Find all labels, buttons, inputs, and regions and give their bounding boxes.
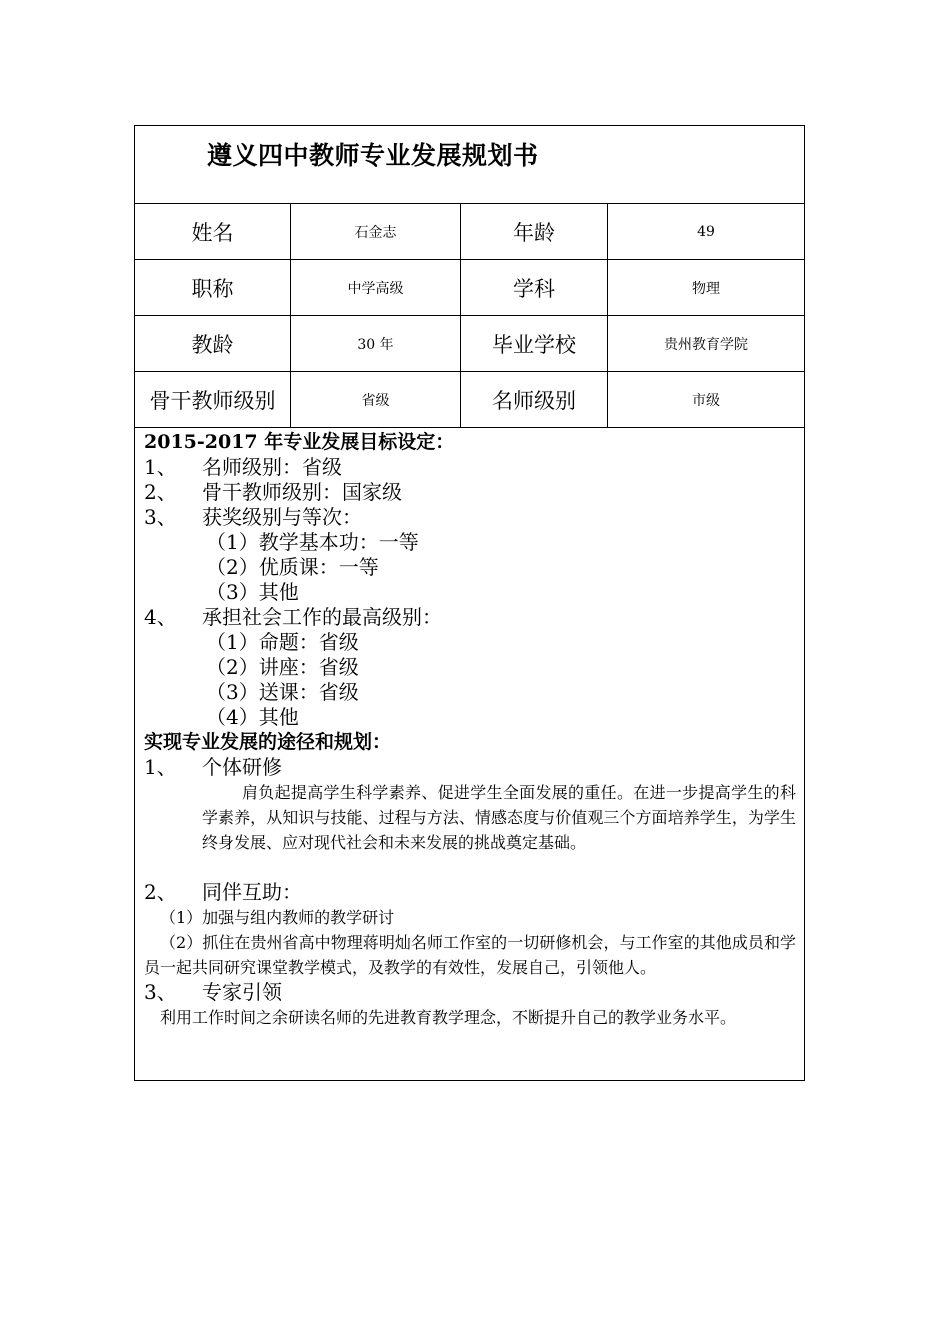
subject-value: 物理 bbox=[692, 280, 720, 297]
section-text: （1）加强与组内教师的教学研讨 bbox=[160, 908, 395, 927]
plan-body bbox=[135, 428, 804, 1080]
list-item: （2）优质课：一等 bbox=[206, 555, 379, 579]
school-label: 毕业学校 bbox=[492, 332, 576, 357]
list-item: 2、 骨干教师级别：国家级 bbox=[144, 480, 402, 504]
school-value: 贵州教育学院 bbox=[664, 336, 748, 353]
age-label: 年龄 bbox=[513, 220, 555, 245]
age-value: 49 bbox=[697, 223, 715, 240]
list-item: 4、 承担社会工作的最高级别： bbox=[144, 605, 442, 629]
list-item: （3）其他 bbox=[206, 580, 299, 604]
page-title: 遵义四中教师专业发展规划书 bbox=[207, 141, 539, 170]
section-title: 3、 专家引领 bbox=[144, 980, 282, 1004]
title-row bbox=[135, 126, 804, 204]
name-value: 石金志 bbox=[354, 224, 397, 241]
section-title: 1、 个体研修 bbox=[144, 755, 282, 779]
title-rank-label: 职称 bbox=[191, 276, 234, 301]
title-rank-value: 中学高级 bbox=[347, 280, 404, 297]
subject-label: 学科 bbox=[513, 276, 555, 301]
list-item: （2）讲座：省级 bbox=[206, 655, 359, 679]
name-label: 姓名 bbox=[191, 220, 234, 245]
goals-heading: 2015-2017 年专业发展目标设定： bbox=[144, 431, 455, 453]
info-row bbox=[135, 372, 804, 428]
backbone-level-label: 骨干教师级别 bbox=[149, 388, 276, 413]
list-item: （1）命题：省级 bbox=[206, 630, 359, 654]
list-item: （3）送课：省级 bbox=[206, 680, 359, 704]
section-text: 利用工作时间之余研读名师的先进教育教学理念，不断提升自己的教学业务水平。 bbox=[160, 1008, 737, 1027]
list-item: 1、 名师级别：省级 bbox=[144, 455, 342, 479]
info-row bbox=[135, 204, 804, 260]
section-title: 2、 同伴互助： bbox=[144, 880, 302, 904]
list-item: （1）教学基本功：一等 bbox=[206, 530, 419, 554]
section-text: （2）抓住在贵州省高中物理蒋明灿名师工作室的一切研修机会，与工作室的其他成员和学员一起共同研究课堂教学模式，及教学的有效性，发展自己，引领他人。 bbox=[144, 933, 796, 977]
info-row bbox=[135, 316, 804, 372]
section-text: 肩负起提高学生科学素养、促进学生全面发展的重任。在进一步提高学生的科学素养，从知识与技能、过程与方法、情感态度与价值观三个方面培养学生，为学生终身发展、应对现代社会和未来发展的挑战奠定基础。 bbox=[202, 783, 796, 852]
plan-form bbox=[134, 125, 805, 1081]
famous-teacher-label: 名师级别 bbox=[492, 388, 576, 413]
teaching-years-label: 教龄 bbox=[191, 332, 234, 357]
backbone-level-value: 省级 bbox=[361, 392, 390, 409]
list-item: 3、 获奖级别与等次： bbox=[144, 505, 362, 529]
teaching-years-value: 30 年 bbox=[357, 336, 394, 353]
list-item: （4）其他 bbox=[206, 705, 299, 729]
famous-teacher-value: 市级 bbox=[692, 392, 720, 409]
plan-heading: 实现专业发展的途径和规划： bbox=[144, 731, 392, 753]
info-row bbox=[135, 260, 804, 316]
